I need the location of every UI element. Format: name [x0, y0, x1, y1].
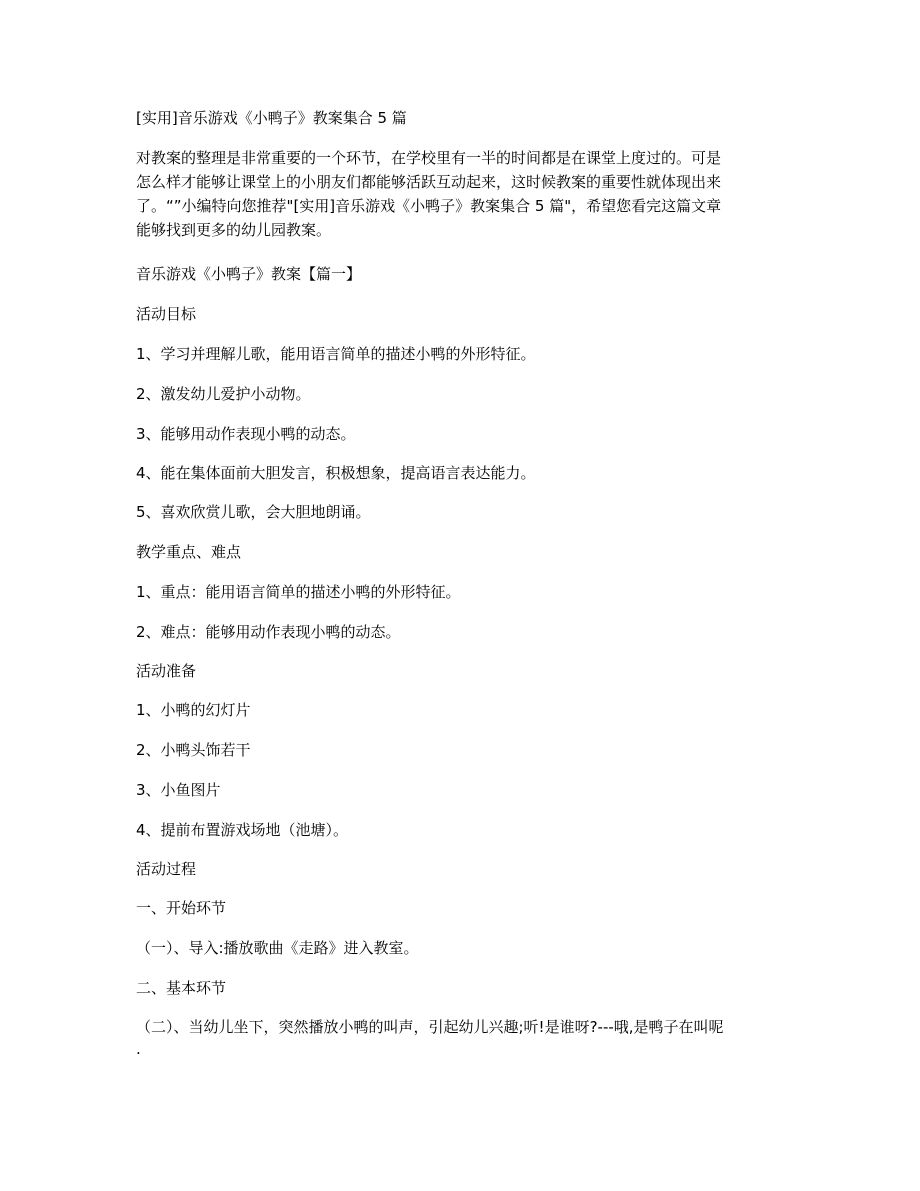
preparation-item: 3、小鱼图片: [136, 781, 221, 799]
intro-line: 对教案的整理是非常重要的一个环节，在学校里有一半的时间都是在课堂上度过的。可是: [136, 149, 722, 167]
section-heading-lesson-one: 音乐游戏《小鸭子》教案【篇一】: [136, 265, 362, 283]
preparation-item: 4、提前布置游戏场地（池塘）。: [136, 821, 349, 839]
process-step-heading: 一、开始环节: [136, 899, 227, 917]
intro-line: 了。“”小编特向您推荐"[实用]音乐游戏《小鸭子》教案集合 5 篇"，希望您看完这篇文章: [136, 197, 722, 215]
process-paragraph-line: （二）、当幼儿坐下，突然播放小鸭的叫声，引起幼儿兴趣;听!是谁呀?---哦,是鸭子在叫呢: [136, 1018, 724, 1036]
goal-item: 2、激发幼儿爱护小动物。: [136, 385, 311, 403]
document-title: [实用]音乐游戏《小鸭子》教案集合 5 篇: [136, 109, 407, 127]
intro-paragraph: [136, 146, 796, 242]
heading-activity-process: 活动过程: [136, 860, 197, 878]
goal-item: 1、学习并理解儿歌，能用语言简单的描述小鸭的外形特征。: [136, 345, 536, 363]
preparation-item: 1、小鸭的幻灯片: [136, 701, 251, 719]
goal-item: 5、喜欢欣赏儿歌，会大胆地朗诵。: [136, 503, 371, 521]
intro-line: 能够找到更多的幼儿园教案。: [136, 221, 332, 239]
goal-item: 4、能在集体面前大胆发言，积极想象，提高语言表达能力。: [136, 464, 536, 482]
key-point-item: 2、难点：能够用动作表现小鸭的动态。: [136, 623, 401, 641]
intro-line: 怎么样才能够让课堂上的小朋友们都能够活跃互动起来，这时候教案的重要性就体现出来: [136, 173, 722, 191]
goal-item: 3、能够用动作表现小鸭的动态。: [136, 425, 356, 443]
key-point-item: 1、重点：能用语言简单的描述小鸭的外形特征。: [136, 583, 461, 601]
preparation-item: 2、小鸭头饰若干: [136, 741, 251, 759]
process-step-heading: 二、基本环节: [136, 979, 227, 997]
heading-activity-goals: 活动目标: [136, 305, 197, 323]
heading-key-points: 教学重点、难点: [136, 543, 242, 561]
process-paragraph: [136, 1016, 796, 1060]
heading-preparation: 活动准备: [136, 662, 197, 680]
process-paragraph-line: .: [136, 1040, 141, 1058]
process-step-item: （一）、导入:播放歌曲《走路》进入教室。: [136, 939, 419, 957]
